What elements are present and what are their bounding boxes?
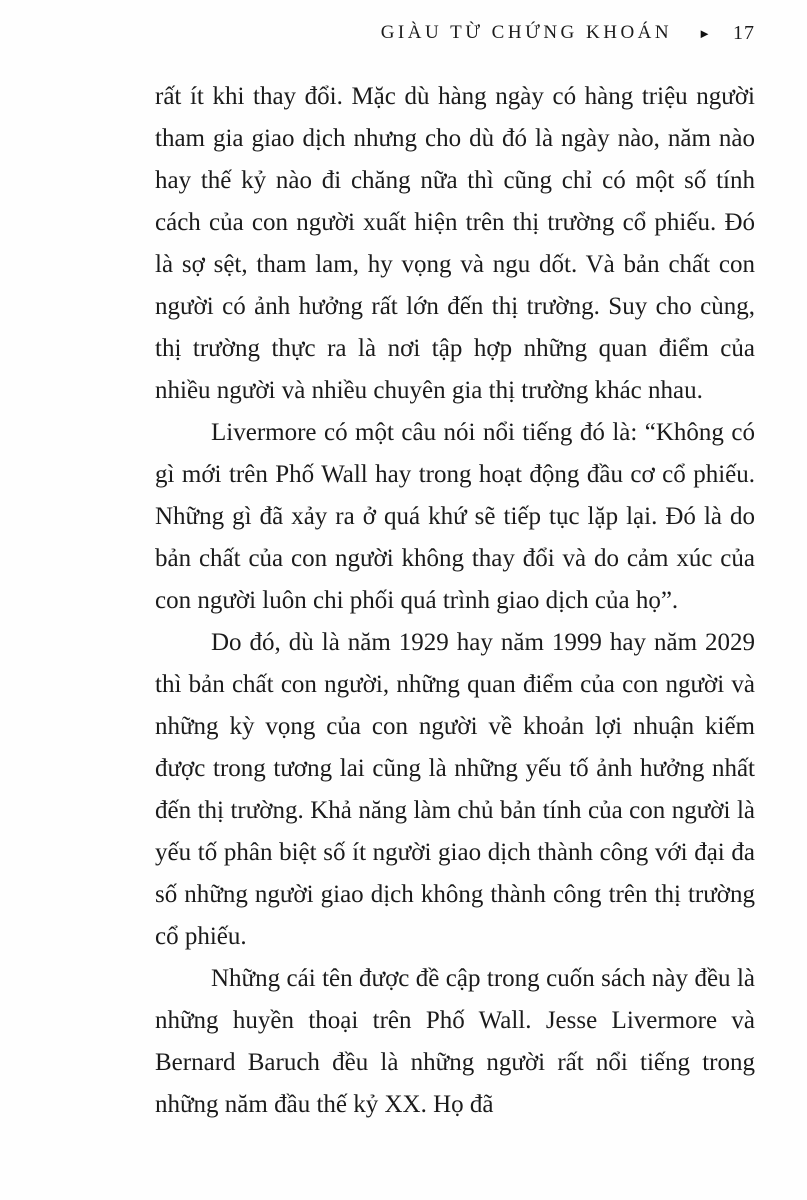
paragraph-livermore-quote: Livermore có một câu nói nổi tiếng đó là: “Không có gì mới trên Phố Wall hay trong hoạt động đầu cơ cổ phiếu. Những gì đã xảy ra ở quá khứ sẽ tiếp tục lặp lại. Đó là do bản chất của con người không thay đổi và do cảm xúc của con người luôn chi phối quá trình giao dịch của họ”. <box>155 419 755 614</box>
paragraph-wall-street-legends: Những cái tên được đề cập trong cuốn sách này đều là những huyền thoại trên Phố Wall. Jesse Livermore và Bernard Baruch đều là những người rất nổi tiếng trong những năm đầu thế kỷ XX. Họ đã <box>155 965 755 1118</box>
paragraph-human-nature: Do đó, dù là năm 1929 hay năm 1999 hay năm 2029 thì bản chất con người, những quan điểm của con người và những kỳ vọng của con người về khoản lợi nhuận kiếm được trong tương lai cũng là những yếu tố ảnh hưởng nhất đến thị trường. Khả năng làm chủ bản tính của con người là yếu tố phân biệt số ít người giao dịch thành công với đại đa số những người giao dịch không thành công trên thị trường cổ phiếu. <box>155 629 755 950</box>
body-text <box>155 76 755 1126</box>
paragraph-continuation: rất ít khi thay đổi. Mặc dù hàng ngày có hàng triệu người tham gia giao dịch nhưng cho dù đó là ngày nào, năm nào hay thế kỷ nào đi chăng nữa thì cũng chỉ có một số tính cách của con người xuất hiện trên thị trường cổ phiếu. Đó là sợ sệt, tham lam, hy vọng và ngu dốt. Và bản chất con người có ảnh hưởng rất lớn đến thị trường. Suy cho cùng, thị trường thực ra là nơi tập hợp những quan điểm của nhiều người và nhiều chuyên gia thị trường khác nhau. <box>155 83 755 404</box>
running-header <box>0 0 807 50</box>
arrow-separator-icon: ► <box>698 25 711 41</box>
page-number: 17 <box>733 21 755 44</box>
running-title: GIÀU TỪ CHỨNG KHOÁN <box>380 22 673 43</box>
